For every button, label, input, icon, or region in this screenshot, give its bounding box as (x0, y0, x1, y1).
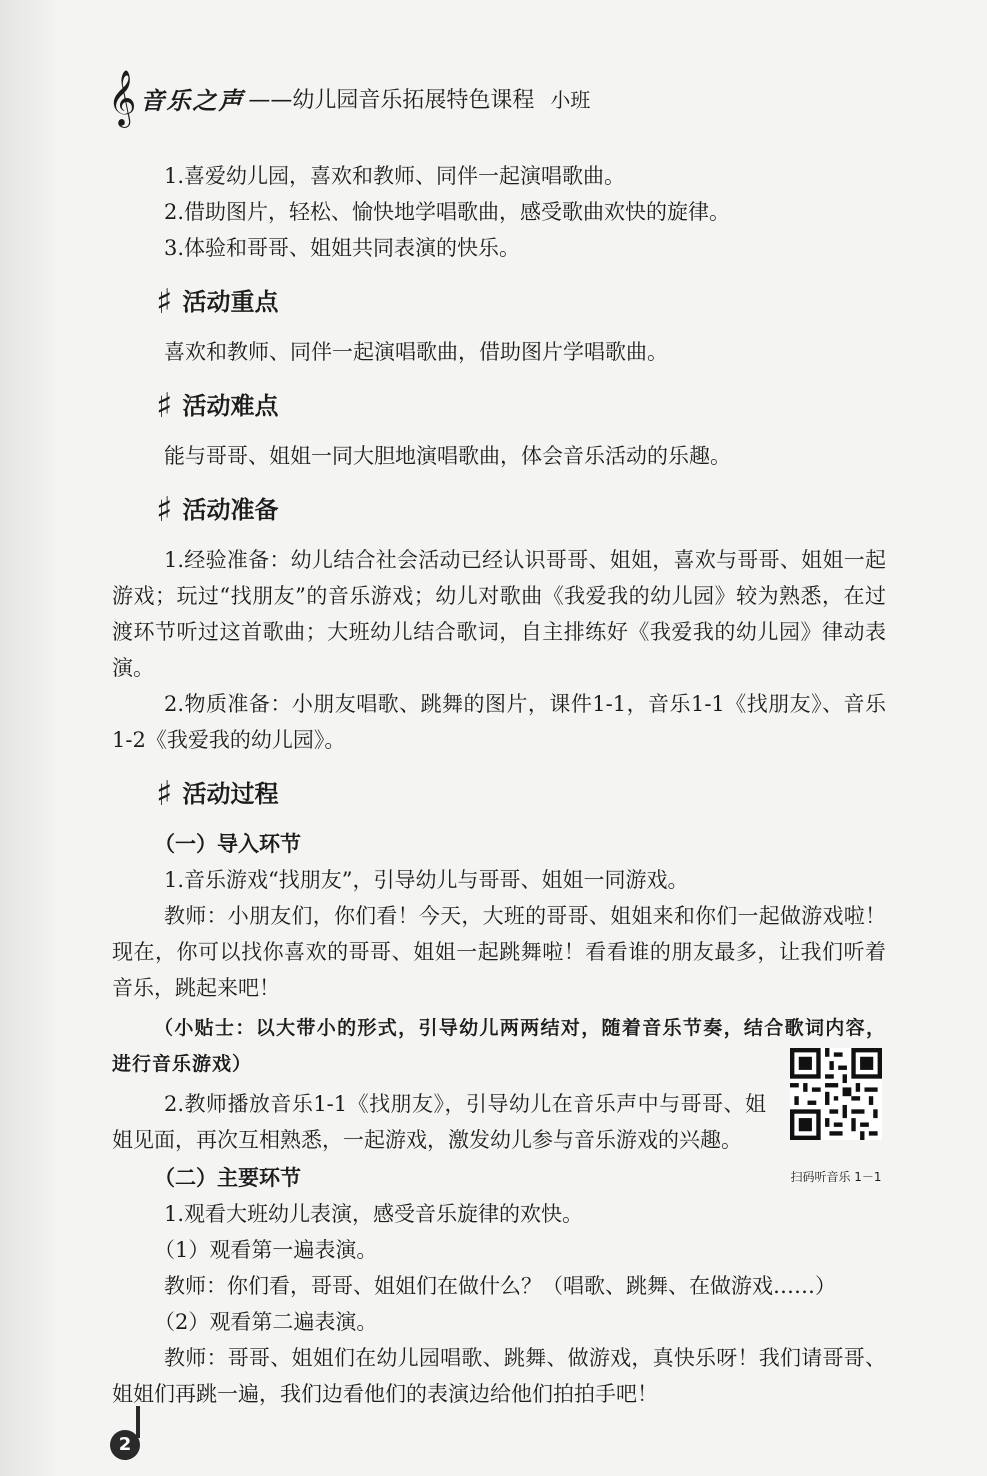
page-content (112, 158, 886, 1412)
book-subtitle: ——幼儿园音乐拓展特色课程 (248, 87, 535, 113)
running-header (108, 68, 590, 128)
teacher-dialogue: 教师：哥哥、姐姐们在幼儿园唱歌、跳舞、做游戏，真快乐呀！我们请哥哥、姐姐们再跳一遍，我们边看他们的表演边给他们拍拍手吧！ (112, 1346, 886, 1406)
page-number: 2 (118, 1434, 132, 1455)
process-step: 1.观看大班幼儿表演，感受音乐旋律的欢快。 (164, 1202, 584, 1226)
section-title: 活动重点 (182, 288, 279, 316)
watch-step: （1）观看第一遍表演。 (154, 1238, 378, 1262)
treble-clef-icon: 𝄞 (108, 70, 137, 126)
page-number-badge (104, 1420, 150, 1460)
teacher-dialogue: 教师：你们看，哥哥、姐姐们在做什么？（唱歌、跳舞、在做游戏……） (164, 1274, 836, 1298)
teacher-dialogue: 教师：小朋友们，你们看！今天，大班的哥哥、姐姐来和你们一起做游戏啦！现在，你可以找你喜欢的哥哥、姐姐一起跳舞啦！看看谁的朋友最多，让我们听着音乐，跳起来吧！ (112, 904, 886, 1000)
process-part-heading: （二）主要环节 (154, 1165, 301, 1190)
watch-step: （2）观看第二遍表演。 (154, 1310, 378, 1334)
book-title: 音乐之声 (140, 86, 245, 115)
section-difficulty (112, 378, 886, 434)
sharp-icon: ♯ (156, 386, 173, 426)
section-process (112, 766, 886, 822)
goal-item: 2.借助图片，轻松、愉快地学唱歌曲，感受歌曲欢快的旋律。 (164, 200, 731, 224)
sharp-icon: ♯ (156, 774, 173, 814)
sharp-icon: ♯ (156, 490, 173, 530)
section-preparation (112, 482, 886, 538)
section-text: 喜欢和教师、同伴一起演唱歌曲，借助图片学唱歌曲。 (164, 340, 668, 364)
page-edge-shadow (0, 0, 60, 1476)
preparation-materials: 2.物质准备：小朋友唱歌、跳舞的图片，课件1-1，音乐1-1《找朋友》、音乐1-2《我爱我的幼儿园》。 (112, 692, 886, 752)
grade-level: 小班 (550, 87, 591, 112)
process-part-heading: （一）导入环节 (154, 831, 301, 856)
process-step: 2.教师播放音乐1-1《找朋友》，引导幼儿在音乐声中与哥哥、姐姐见面，再次互相熟悉，一起游戏，激发幼儿参与音乐游戏的兴趣。 (112, 1092, 766, 1152)
section-title: 活动准备 (182, 496, 279, 524)
goal-item: 3.体验和哥哥、姐姐共同表演的快乐。 (164, 236, 521, 260)
process-step: 1.音乐游戏“找朋友”，引导幼儿与哥哥、姐姐一同游戏。 (164, 868, 689, 892)
section-text: 能与哥哥、姐姐一同大胆地演唱歌曲，体会音乐活动的乐趣。 (164, 444, 731, 468)
qr-code-icon[interactable] (790, 1048, 882, 1140)
qr-code-block (786, 1048, 886, 1185)
preparation-experience: 1.经验准备：幼儿结合社会活动已经认识哥哥、姐姐，喜欢与哥哥、姐姐一起游戏；玩过“找朋友”的音乐游戏；幼儿对歌曲《我爱我的幼儿园》较为熟悉，在过渡环节听过这首歌曲；大班幼儿结合歌词，自主排练好《我爱我的幼儿园》律动表演。 (112, 548, 886, 680)
section-title: 活动过程 (182, 780, 279, 808)
section-title: 活动难点 (182, 392, 279, 420)
tip-note: （小贴士：以大带小的形式，引导幼儿两两结对，随着音乐节奏，结合歌词内容，进行音乐游戏） (112, 1017, 886, 1075)
qr-caption: 扫码听音乐 1－1 (790, 1170, 882, 1184)
section-key-points (112, 274, 886, 330)
sharp-icon: ♯ (156, 282, 173, 322)
goal-item: 1.喜爱幼儿园，喜欢和教师、同伴一起演唱歌曲。 (164, 164, 626, 188)
